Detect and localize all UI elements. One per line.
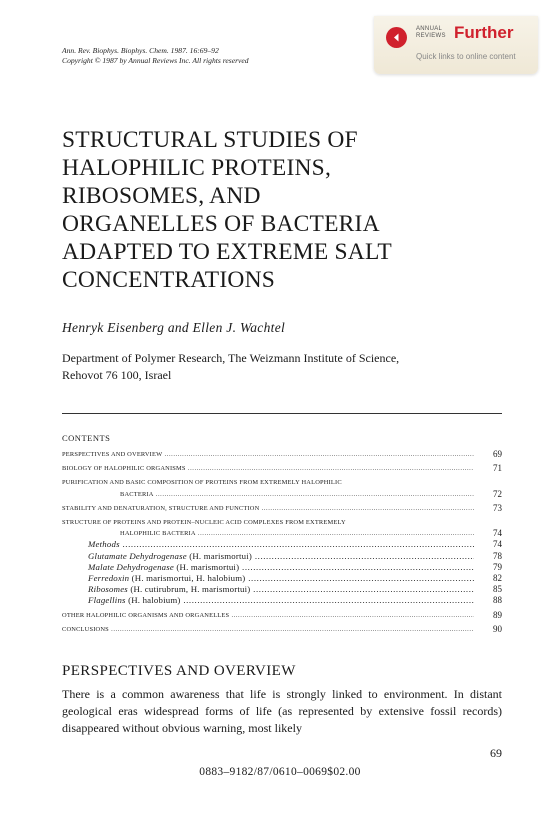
toc-label-italic: Ribosomes (88, 584, 128, 595)
toc-subitem[interactable] (62, 584, 502, 595)
toc-page: 74 (493, 539, 502, 550)
toc-label (62, 584, 474, 595)
title-line: RIBOSOMES, AND (62, 183, 261, 209)
toc-page: 79 (493, 561, 502, 572)
toc-item[interactable] (62, 503, 502, 514)
table-of-contents (62, 449, 502, 635)
toc-label (62, 539, 474, 550)
affiliation-line-1: Department of Polymer Research, The Weizmann Institute of Science, (62, 351, 400, 365)
toc-page: 69 (493, 449, 502, 459)
toc-page: 78 (493, 550, 502, 561)
toc-label-rest: (H. cutirubrum, H. marismortui) (127, 584, 251, 595)
title-line: CONCENTRATIONS (62, 267, 276, 293)
toc-item[interactable] (62, 449, 502, 460)
page-number: 69 (490, 746, 502, 760)
play-arrow-icon (386, 27, 407, 48)
toc-page: 89 (493, 609, 502, 620)
toc-item[interactable] (62, 463, 502, 474)
toc-label: OTHER HALOPHILIC ORGANISMS AND ORGANELLES ..... (62, 610, 474, 621)
toc-label: PERSPECTIVES AND OVERVIEW ..... (62, 449, 474, 460)
toc-item[interactable] (62, 489, 502, 500)
body-paragraph: There is a common awareness that life is strongly linked to environment. In distant geological eras widespread forms of life (as represented by extensive fossil records) disappeared without obvious warning, most likely (62, 687, 502, 735)
toc-subitem[interactable] (62, 573, 502, 584)
toc-page: 72 (493, 488, 502, 499)
affiliation-line-2: Rehovot 76 100, Israel (62, 368, 172, 382)
citation-line-1: Ann. Rev. Biophys. Biophys. Chem. 1987. 16:69–92 (62, 46, 219, 55)
toc-page: 90 (493, 623, 502, 634)
toc-subitem[interactable] (62, 562, 502, 573)
toc-page: 74 (493, 528, 502, 539)
toc-label-italic: Malate Dehydrogenase (88, 561, 174, 572)
citation-line-2: Copyright © 1987 by Annual Reviews Inc. All rights reserved (62, 56, 249, 65)
article-title (62, 126, 502, 294)
footer-code: 0883–9182/87/0610–0069$02.00 (199, 766, 361, 778)
authors: Henryk Eisenberg and Ellen J. Wachtel (62, 320, 286, 335)
title-line: HALOPHILIC PROTEINS, (62, 155, 332, 181)
badge-further-text: Further (454, 23, 514, 42)
badge-publisher (416, 26, 446, 40)
toc-page: 71 (493, 463, 502, 474)
toc-label-italic: Flagellins (88, 595, 126, 606)
toc-item[interactable] (62, 610, 502, 621)
toc-label: BACTERIA ..... (62, 489, 474, 500)
toc-label: STRUCTURE OF PROTEINS AND PROTEIN–NUCLEIC ACID COMPLEXES FROM EXTREMELY (62, 519, 346, 527)
toc-item[interactable] (62, 517, 502, 528)
toc-page: 82 (493, 573, 502, 584)
toc-page: 88 (493, 595, 502, 606)
toc-label-italic: Ferredoxin (88, 573, 130, 584)
toc-label-rest: (H. halobium) (125, 595, 181, 606)
toc-label (62, 551, 474, 562)
toc-item[interactable] (62, 477, 502, 488)
toc-label: PURIFICATION AND BASIC COMPOSITION OF PROTEINS FROM EXTREMELY HALOPHILIC (62, 479, 342, 487)
journal-citation (62, 46, 249, 66)
toc-subitem[interactable] (62, 595, 502, 606)
title-line: ORGANELLES OF BACTERIA (62, 211, 380, 237)
toc-label (62, 562, 474, 573)
toc-subitem[interactable] (62, 539, 502, 550)
toc-label (62, 595, 474, 606)
toc-page: 73 (493, 502, 502, 513)
badge-annual-text: ANNUAL (416, 26, 443, 32)
further-links-badge[interactable] (374, 16, 538, 74)
badge-subtitle: Quick links to online content (416, 52, 516, 61)
divider (62, 413, 502, 414)
toc-label-rest: (H. marismortui) (186, 550, 253, 561)
toc-label: HALOPHILIC BACTERIA ..... (62, 528, 474, 539)
toc-label-rest: (H. marismortui) (174, 561, 240, 572)
contents-heading: CONTENTS (62, 433, 111, 443)
toc-subitem[interactable] (62, 551, 502, 562)
toc-label: BIOLOGY OF HALOPHILIC ORGANISMS ..... (62, 463, 474, 474)
toc-item[interactable] (62, 624, 502, 635)
toc-label-rest: (H. marismortui, H. halobium) (129, 573, 246, 584)
toc-label-italic: Methods (88, 539, 120, 550)
section-heading: PERSPECTIVES AND OVERVIEW (62, 663, 296, 679)
toc-page: 85 (493, 584, 502, 595)
title-line: STRUCTURAL STUDIES OF (62, 127, 358, 153)
badge-reviews-text: REVIEWS (416, 33, 446, 39)
affiliation (62, 350, 502, 384)
toc-label (62, 573, 474, 584)
title-line: ADAPTED TO EXTREME SALT (62, 239, 392, 265)
toc-label-italic: Glutamate Dehydrogenase (88, 550, 187, 561)
toc-label: CONCLUSIONS ..... (62, 624, 474, 635)
toc-label: STABILITY AND DENATURATION, STRUCTURE AND FUNCTION ..... (62, 503, 474, 514)
toc-item[interactable] (62, 528, 502, 539)
